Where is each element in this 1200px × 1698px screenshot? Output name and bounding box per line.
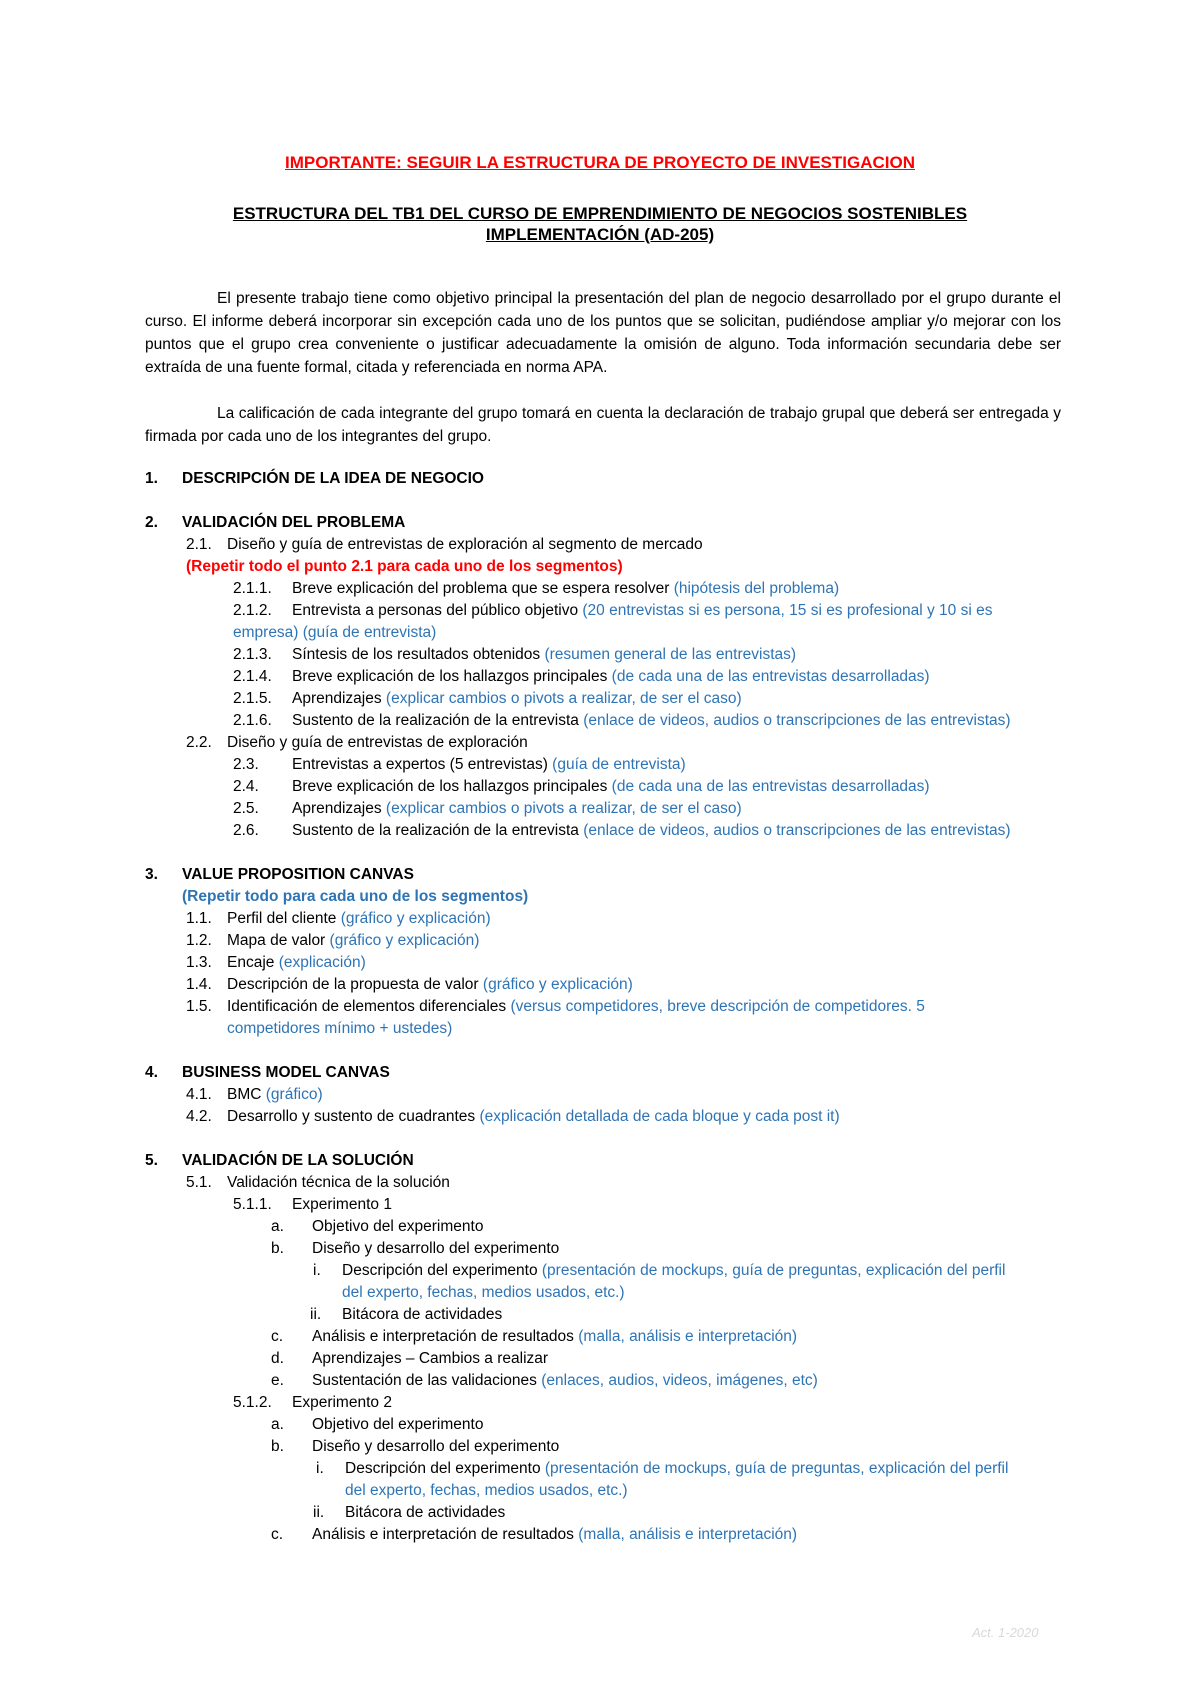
list-item-continuation: del experto, fechas, medios usados, etc.): [342, 1284, 625, 1301]
item-text: Diseño y guía de entrevistas de exploración al segmento de mercado: [227, 536, 703, 553]
list-item: Sustento de la realización de la entrevista (enlace de videos, audios o transcripciones de las entrevistas): [292, 822, 1011, 839]
item-roman: ii.: [313, 1504, 325, 1521]
item-text: Experimento 1: [292, 1196, 392, 1213]
section-number: 2.: [145, 514, 158, 531]
item-roman: ii.: [310, 1306, 322, 1323]
item-number: 2.6.: [233, 822, 259, 839]
item-number: 5.1.1.: [233, 1196, 272, 1213]
item-number: 4.1.: [186, 1086, 212, 1103]
item-number: 4.2.: [186, 1108, 212, 1125]
list-item: Sustentación de las validaciones (enlaces, audios, videos, imágenes, etc): [312, 1372, 818, 1389]
list-item: Encaje (explicación): [227, 954, 366, 971]
list-item: Síntesis de los resultados obtenidos (resumen general de las entrevistas): [292, 646, 797, 663]
item-text: Diseño y desarrollo del experimento: [312, 1240, 560, 1257]
list-item: Identificación de elementos diferenciales (versus competidores, breve descripción de competidores. 5: [227, 998, 925, 1015]
section-number: 1.: [145, 470, 158, 487]
section-title: BUSINESS MODEL CANVAS: [182, 1064, 390, 1081]
item-number: 1.4.: [186, 976, 212, 993]
item-letter: c.: [271, 1328, 284, 1345]
intro-paragraph: El presente trabajo tiene como objetivo principal la presentación del plan de negocio desarrollado por el grupo durante el curso. El informe deberá incorporar sin excepción cada uno de los puntos que se solicitan, pudiéndose ampliar y/o mejorar con los puntos que el grupo crea conveniente o justificar adecuadamente la omisión de alguno. Toda información secundaria debe ser extraída de una fuente formal, citada y referenciada en norma APA.: [145, 290, 1061, 376]
item-letter: c.: [271, 1526, 284, 1543]
item-number: 5.1.: [186, 1174, 212, 1191]
item-roman: i.: [316, 1460, 324, 1477]
grading-paragraph: La calificación de cada integrante del grupo tomará en cuenta la declaración de trabajo grupal que deberá ser entregada y firmada por cada uno de los integrantes del grupo.: [145, 405, 1061, 445]
list-item: Descripción del experimento (presentación de mockups, guía de preguntas, explicación del perfil: [342, 1262, 1006, 1279]
item-text: Diseño y desarrollo del experimento: [312, 1438, 560, 1455]
list-item: Aprendizajes (explicar cambios o pivots a realizar, de ser el caso): [292, 690, 742, 707]
item-number: 1.1.: [186, 910, 212, 927]
section-number: 3.: [145, 866, 158, 883]
list-item: Análisis e interpretación de resultados (malla, análisis e interpretación): [312, 1328, 798, 1345]
list-item: Breve explicación del problema que se espera resolver (hipótesis del problema): [292, 580, 840, 597]
section-title: DESCRIPCIÓN DE LA IDEA DE NEGOCIO: [182, 470, 484, 487]
item-text: Validación técnica de la solución: [227, 1174, 450, 1191]
item-number: 2.5.: [233, 800, 259, 817]
item-number: 1.3.: [186, 954, 212, 971]
list-item-continuation: competidores mínimo + ustedes): [227, 1020, 453, 1037]
list-item: Descripción de la propuesta de valor (gráfico y explicación): [227, 976, 633, 993]
item-number: 1.2.: [186, 932, 212, 949]
item-text: Bitácora de actividades: [342, 1306, 503, 1323]
list-item: Desarrollo y sustento de cuadrantes (explicación detallada de cada bloque y cada post it): [227, 1108, 840, 1125]
section-number: 4.: [145, 1064, 158, 1081]
item-letter: e.: [271, 1372, 284, 1389]
item-roman: i.: [313, 1262, 321, 1279]
important-title: IMPORTANTE: SEGUIR LA ESTRUCTURA DE PROYECTO DE INVESTIGACION: [285, 153, 915, 172]
item-number: 5.1.2.: [233, 1394, 272, 1411]
repeat-note: (Repetir todo el punto 2.1 para cada uno de los segmentos): [186, 558, 623, 575]
repeat-note: (Repetir todo para cada uno de los segmentos): [182, 888, 529, 905]
item-letter: b.: [271, 1438, 284, 1455]
item-number: 1.5.: [186, 998, 212, 1015]
item-number: 2.4.: [233, 778, 259, 795]
list-item-continuation: del experto, fechas, medios usados, etc.): [345, 1482, 628, 1499]
main-title-line2: IMPLEMENTACIÓN (AD-205): [485, 225, 715, 244]
list-item: Análisis e interpretación de resultados (malla, análisis e interpretación): [312, 1526, 798, 1543]
main-title-line1: ESTRUCTURA DEL TB1 DEL CURSO DE EMPRENDIMIENTO DE NEGOCIOS SOSTENIBLES: [232, 204, 968, 223]
item-number: 2.1.5.: [233, 690, 272, 707]
item-text: Objetivo del experimento: [312, 1416, 484, 1433]
list-item: Perfil del cliente (gráfico y explicación): [227, 910, 491, 927]
section-number: 5.: [145, 1152, 158, 1169]
section-title: VALIDACIÓN DEL PROBLEMA: [182, 514, 406, 531]
list-item-continuation: empresa) (guía de entrevista): [233, 624, 437, 641]
section-title: VALIDACIÓN DE LA SOLUCIÓN: [182, 1152, 414, 1169]
item-text: Diseño y guía de entrevistas de exploración: [227, 734, 528, 751]
item-text: Objetivo del experimento: [312, 1218, 484, 1235]
item-number: 2.1.3.: [233, 646, 272, 663]
item-letter: b.: [271, 1240, 284, 1257]
list-item: Sustento de la realización de la entrevista (enlace de videos, audios o transcripciones de las entrevistas): [292, 712, 1011, 729]
list-item: Aprendizajes (explicar cambios o pivots a realizar, de ser el caso): [292, 800, 742, 817]
main-title: [0, 203, 1200, 245]
item-text: Experimento 2: [292, 1394, 392, 1411]
item-number: 2.1.2.: [233, 602, 272, 619]
item-letter: d.: [271, 1350, 284, 1367]
item-number: 2.3.: [233, 756, 259, 773]
list-item: Breve explicación de los hallazgos principales (de cada una de las entrevistas desarrolladas): [292, 668, 930, 685]
item-text: Aprendizajes – Cambios a realizar: [312, 1350, 549, 1367]
list-item: Mapa de valor (gráfico y explicación): [227, 932, 480, 949]
item-number: 2.1.1.: [233, 580, 272, 597]
list-item: Entrevista a personas del público objetivo (20 entrevistas si es persona, 15 si es profesional y 10 si es: [292, 602, 993, 619]
item-number: 2.2.: [186, 734, 212, 751]
list-item: Breve explicación de los hallazgos principales (de cada una de las entrevistas desarrolladas): [292, 778, 930, 795]
item-number: 2.1.4.: [233, 668, 272, 685]
item-text: Bitácora de actividades: [345, 1504, 506, 1521]
item-number: 2.1.6.: [233, 712, 272, 729]
item-number: 2.1.: [186, 536, 212, 553]
section-title: VALUE PROPOSITION CANVAS: [182, 866, 414, 883]
list-item: BMC (gráfico): [227, 1086, 323, 1103]
list-item: Descripción del experimento (presentación de mockups, guía de preguntas, explicación del perfil: [345, 1460, 1009, 1477]
item-letter: a.: [271, 1218, 284, 1235]
list-item: Entrevistas a expertos (5 entrevistas) (guía de entrevista): [292, 756, 686, 773]
item-letter: a.: [271, 1416, 284, 1433]
footer-version: Act. 1-2020: [972, 1625, 1039, 1640]
